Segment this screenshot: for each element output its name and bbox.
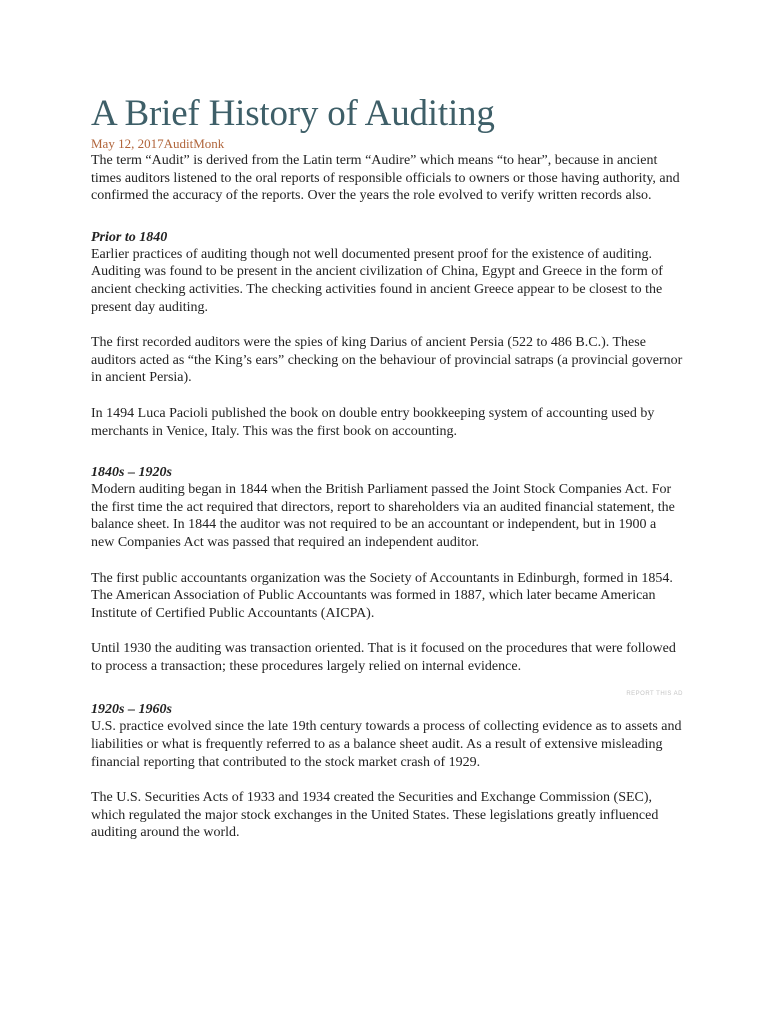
paragraph: Earlier practices of auditing though not well documented present proof for the existence of auditing. Auditing was found to be present in the ancient civilization of China, Egypt and Greece in the form of ancient checking activities. The checking activities found in ancient Greece appear to be closest to the present day auditing. xyxy=(91,246,663,315)
intro-paragraph: The term “Audit” is derived from the Latin term “Audire” which means “to hear”, because in ancient times auditors listened to the oral reports of responsible officials to owners or those having authority, and confirmed the accuracy of the reports. Over the years the role evolved to verify written records also. xyxy=(91,153,680,204)
paragraph: In 1494 Luca Pacioli published the book on double entry bookkeeping system of accounting used by merchants in Venice, Italy. This was the first book on accounting. xyxy=(91,405,655,439)
paragraph: The first recorded auditors were the spies of king Darius of ancient Persia (522 to 486 B.C.). These auditors acted as “the King’s ears” checking on the behaviour of provincial satraps (a provincial governor in ancient Persia). xyxy=(91,335,683,386)
section-heading-prior-1840: Prior to 1840 xyxy=(91,229,168,245)
paragraph: The U.S. Securities Acts of 1933 and 1934 created the Securities and Exchange Commission (SEC), which regulated the major stock exchanges in the United States. These legislations greatly influenced auditing around the world. xyxy=(91,790,659,841)
report-ad-link[interactable]: REPORT THIS AD xyxy=(626,691,683,698)
page-title: A Brief History of Auditing xyxy=(91,93,495,134)
post-date-author: May 12, 2017AuditMonk xyxy=(91,136,225,151)
paragraph: Modern auditing began in 1844 when the British Parliament passed the Joint Stock Companies Act. For the first time the act required that directors, report to shareholders via an audited financial statement, the balance sheet. In 1844 the auditor was not required to be an accountant or independent, but in 1900 a new Companies Act was passed that required an independent auditor. xyxy=(91,482,675,550)
article xyxy=(91,92,683,842)
paragraph: The first public accountants organization was the Society of Accountants in Edinburgh, formed in 1854. The American Association of Public Accountants was formed in 1887, which later became American Institute of Certified Public Accountants (AICPA). xyxy=(91,570,673,621)
paragraph: U.S. practice evolved since the late 19th century towards a process of collecting evidence as to assets and liabilities or what is frequently referred to as a balance sheet audit. As a result of extensive misleading financial reporting that contributed to the stock market crash of 1929. xyxy=(91,719,682,770)
section-heading-1920s-1960s: 1920s – 1960s xyxy=(91,702,172,718)
paragraph: Until 1930 the auditing was transaction oriented. That is it focused on the procedures that were followed to process a transaction; these procedures largely relied on internal evidence. xyxy=(91,641,676,674)
section-heading-1840s-1920s: 1840s – 1920s xyxy=(91,465,172,481)
